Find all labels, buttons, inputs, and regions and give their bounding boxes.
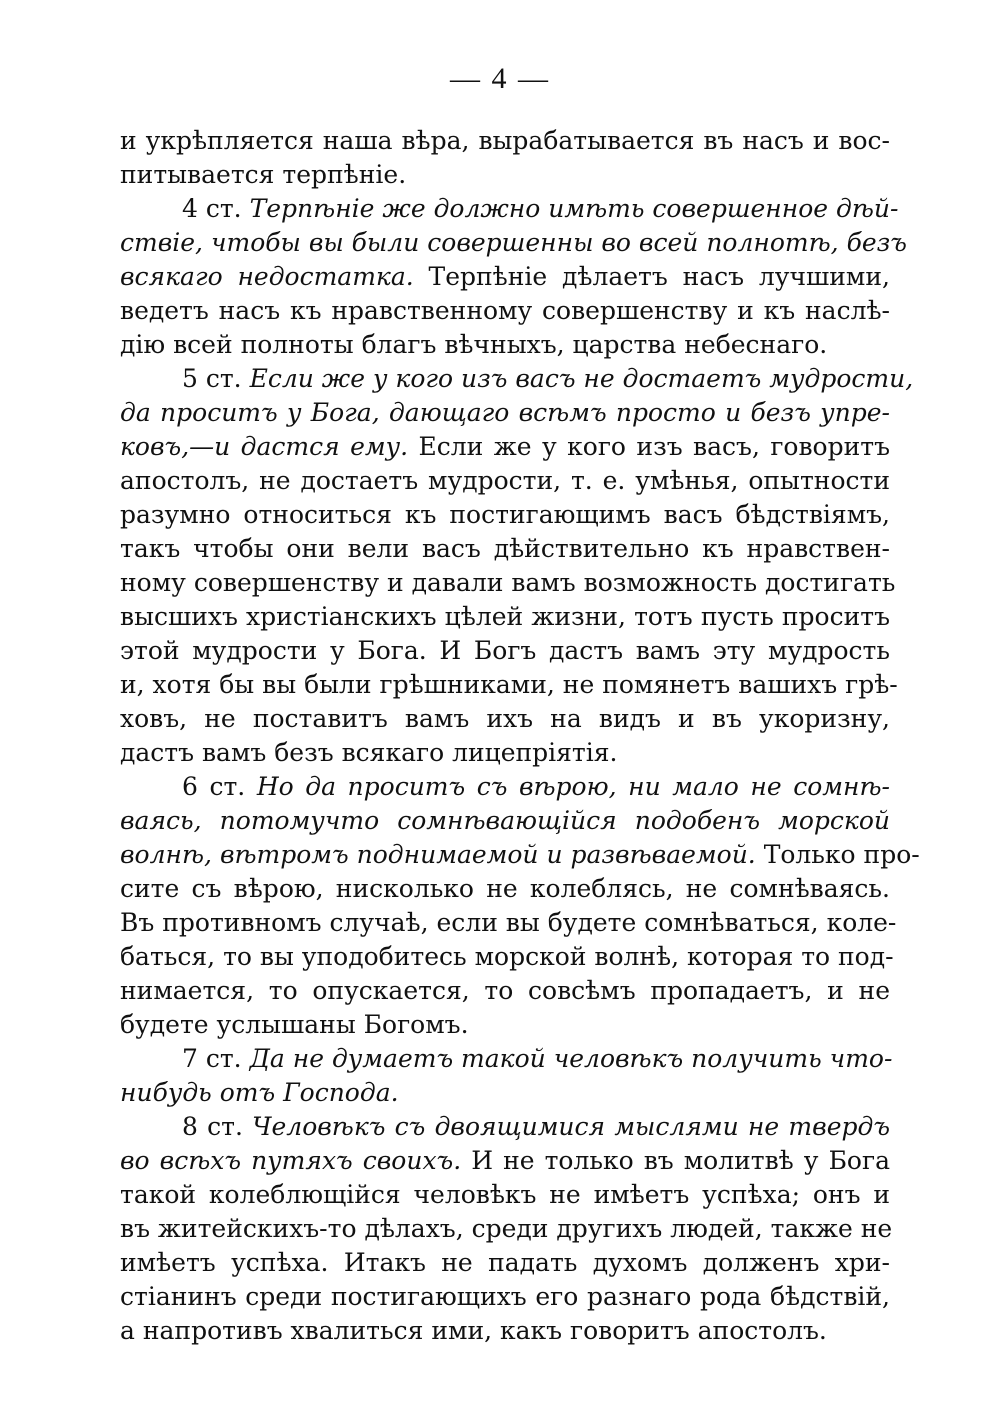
text-line <box>120 736 890 770</box>
text-line <box>120 430 890 464</box>
commentary-text: Только про- <box>755 840 920 869</box>
scripture-quote: Человѣкъ съ двоящимися мыслями не твердъ <box>252 1112 890 1141</box>
verse-number: 5 ст. <box>182 364 250 393</box>
verse-line <box>120 770 890 804</box>
text-line <box>120 464 890 498</box>
text-span: баться, то вы уподобитесь морской волнѣ, которая то под- <box>120 942 894 971</box>
text-line <box>120 1212 893 1246</box>
verse-number: 6 ст. <box>182 772 257 801</box>
text-line <box>120 1178 890 1212</box>
text-span: ному совершенству и давали вамъ возможность достигать <box>120 568 896 597</box>
text-span: апостолъ, не достаетъ мудрости, т. е. умѣнья, опытности <box>120 466 890 495</box>
verse-line <box>120 362 914 396</box>
scripture-quote: да проситъ у Бога, дающаго всѣмъ просто и безъ упре- <box>120 398 890 427</box>
scripture-quote: Если же у кого изъ васъ не достаетъ мудрости, <box>249 364 914 393</box>
text-span: а напротивъ хвалиться ими, какъ говоритъ апостолъ. <box>120 1316 827 1345</box>
text-line <box>120 158 890 192</box>
text-line <box>120 1008 890 1042</box>
text-span: дастъ вамъ безъ всякаго лицепріятія. <box>120 738 618 767</box>
text-span: стіанинъ среди постигающихъ его разнаго рода бѣдствій, <box>120 1282 890 1311</box>
scripture-quote: волнѣ, вѣтромъ поднимаемой и развѣваемой. <box>120 840 756 869</box>
scripture-quote: ствіе, чтобы вы были совершенны во всей полнотѣ, безъ <box>120 228 907 257</box>
verse-line <box>120 192 899 226</box>
scripture-quote: нибудь отъ Господа. <box>120 1078 399 1107</box>
text-line <box>120 634 890 668</box>
text-line <box>120 872 890 906</box>
text-line <box>120 668 898 702</box>
text-span: въ житейскихъ-то дѣлахъ, среди другихъ людей, также не <box>120 1214 893 1243</box>
text-line <box>120 1280 890 1314</box>
text-line <box>120 328 890 362</box>
text-line <box>120 702 890 736</box>
text-line <box>120 294 890 328</box>
text-line <box>120 1314 890 1348</box>
text-span: такой колеблющійся человѣкъ не имѣетъ успѣха; онъ и <box>120 1180 890 1209</box>
text-line <box>120 1144 890 1178</box>
text-line <box>120 600 890 634</box>
text-span: этой мудрости у Бога. И Богъ дастъ вамъ эту мудрость <box>120 636 890 665</box>
text-line <box>120 226 907 260</box>
verse-number: 7 ст. <box>182 1044 250 1073</box>
text-span: высшихъ христіанскихъ цѣлей жизни, тотъ пусть проситъ <box>120 602 890 631</box>
text-line <box>120 260 890 294</box>
verse-number: 8 ст. <box>182 1112 253 1141</box>
commentary-text: Если же у кого изъ васъ, говоритъ <box>408 432 891 461</box>
text-span: дію всей полноты благъ вѣчныхъ, царства небеснаго. <box>120 330 828 359</box>
text-line <box>120 940 894 974</box>
text-line <box>120 974 890 1008</box>
commentary-text: И не только въ молитвѣ у Бога <box>461 1146 890 1175</box>
text-span: ховъ, не поставитъ вамъ ихъ на видъ и въ укоризну, <box>120 704 890 733</box>
text-line <box>120 498 890 532</box>
verse-line <box>120 1042 893 1076</box>
text-line <box>120 124 890 158</box>
scripture-quote: во всѣхъ путяхъ своихъ. <box>120 1146 462 1175</box>
text-span: Въ противномъ случаѣ, если вы будете сомнѣваться, коле- <box>120 908 897 937</box>
commentary-text: Терпѣніе дѣлаетъ насъ лучшими, <box>413 262 890 291</box>
text-span: нимается, то опускается, то совсѣмъ пропадаетъ, и не <box>120 976 890 1005</box>
verse-line <box>120 1110 890 1144</box>
text-span: ведетъ насъ къ нравственному совершенству и къ наслѣ- <box>120 296 890 325</box>
text-line <box>120 566 896 600</box>
scripture-quote: всякаго недостатка. <box>120 262 414 291</box>
text-span: сите съ вѣрою, нисколько не колеблясь, не сомнѣваясь. <box>120 874 890 903</box>
text-span: будете услышаны Богомъ. <box>120 1010 469 1039</box>
text-line <box>120 838 920 872</box>
page-number: — 4 — <box>450 62 550 95</box>
text-line <box>120 396 890 430</box>
text-span: питывается терпѣніе. <box>120 160 407 189</box>
scripture-quote: Да не думаетъ такой человѣкъ получить что- <box>249 1044 893 1073</box>
text-span: разумно относиться къ постигающимъ васъ бѣдствіямъ, <box>120 500 890 529</box>
text-span: и укрѣпляется наша вѣра, вырабатывается въ насъ и вос- <box>120 126 890 155</box>
text-span: такъ чтобы они вели васъ дѣйствительно къ нравствен- <box>120 534 890 563</box>
scripture-quote: ваясь, потомучто сомнѣвающійся подобенъ морской <box>120 806 890 835</box>
text-line <box>120 804 890 838</box>
scripture-quote: ковъ,—и дастся ему. <box>120 432 409 461</box>
scripture-quote: Терпѣніе же должно имѣть совершенное дѣй- <box>249 194 899 223</box>
text-line <box>120 1076 890 1110</box>
text-span: имѣетъ успѣха. Итакъ не падать духомъ долженъ хри- <box>120 1248 890 1277</box>
verse-number: 4 ст. <box>182 194 250 223</box>
text-line <box>120 1246 890 1280</box>
text-line <box>120 532 890 566</box>
scripture-quote: Но да проситъ съ вѣрою, ни мало не сомнѣ- <box>256 772 890 801</box>
page-text <box>120 124 920 1348</box>
text-line <box>120 906 897 940</box>
text-span: и, хотя бы вы были грѣшниками, не помянетъ вашихъ грѣ- <box>120 670 898 699</box>
